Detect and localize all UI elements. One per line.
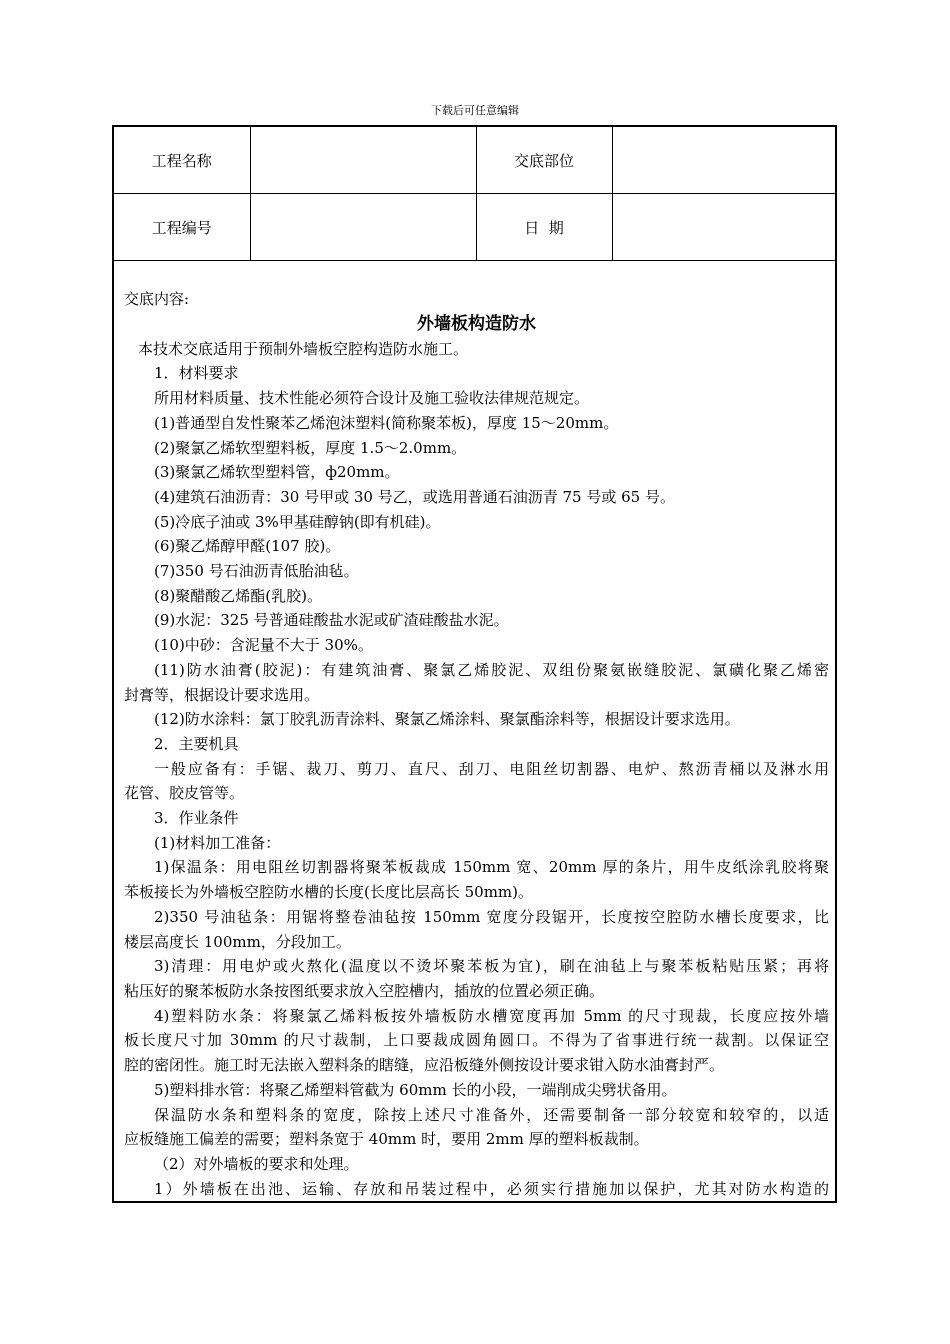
date-label: 日 期 — [476, 194, 612, 261]
material-item: (5)冷底子油或 3%甲基硅醇钠(即有机硅)。 — [154, 512, 441, 531]
paragraph: 1）外墙板在出池、运输、存放和吊装过程中，必须实行措施加以保护，尤其对防水构造的 — [154, 1179, 829, 1198]
section-heading: 2．主要机具 — [154, 734, 239, 753]
paragraph-cont: 楼层高度长 100mm，分段加工。 — [124, 932, 351, 951]
material-item: (11)防水油膏(胶泥)：有建筑油膏、聚氯乙烯胶泥、双组份聚氨嵌缝胶泥、氯磺化聚乙烯密 — [154, 660, 829, 679]
material-item: (1)普通型自发性聚苯乙烯泡沫塑料(简称聚苯板)，厚度 15～20mm。 — [154, 413, 619, 432]
material-item: (10)中砂：含泥量不大于 30%。 — [154, 636, 373, 655]
paragraph-cont: 苯板接长为外墙板空腔防水槽的长度(长度比层高长 50mm)。 — [124, 883, 534, 902]
handover-part-value — [612, 127, 835, 194]
section-heading: 1．材料要求 — [154, 364, 239, 383]
paragraph: 1)保温条：用电阻丝切割器将聚苯板裁成 150mm 宽、20mm 厚的条片，用牛皮纸涂乳胶将聚 — [154, 858, 829, 877]
paragraph-cont: 应板缝施工偏差的需要；塑料条宽于 40mm 时，要用 2mm 厚的塑料板裁制。 — [124, 1130, 649, 1149]
material-item: (9)水泥：325 号普通硅酸盐水泥或矿渣硅酸盐水泥。 — [154, 611, 509, 630]
info-row — [114, 127, 835, 194]
material-item: (4)建筑石油沥青：30 号甲或 30 号乙，或选用普通石油沥青 75 号或 65 号。 — [154, 487, 675, 506]
paragraph-cont: 粘压好的聚苯板防水条按图纸要求放入空腔槽内，插放的位置必须正确。 — [124, 981, 605, 1000]
intro-label: 交底内容: — [124, 290, 190, 308]
paragraph-cont: 板长度尺寸加 30mm 的尺寸裁制，上口要裁成圆角圆口。不得为了省事进行统一裁割。以保证空 — [124, 1031, 829, 1050]
subsection-heading: (1)材料加工准备： — [154, 833, 281, 852]
document-title: 外墙板构造防水 — [417, 313, 536, 334]
material-item: (2)聚氯乙烯软型塑料板，厚度 1.5～2.0mm。 — [154, 438, 467, 457]
section-heading: 3．作业条件 — [154, 809, 239, 828]
material-item: (8)聚醋酸乙烯酯(乳胶)。 — [154, 586, 322, 605]
project-no-value — [250, 194, 476, 261]
date-value — [612, 194, 835, 261]
scope-text: 本技术交底适用于预制外墙板空腔构造防水施工。 — [138, 339, 469, 358]
header-note: 下载后可任意编辑 — [431, 104, 519, 117]
handover-form — [112, 125, 837, 1203]
handover-part-label: 交底部位 — [476, 127, 612, 194]
paragraph: 所用材料质量、技术性能必须符合设计及施工验收法律规范规定。 — [154, 389, 590, 408]
paragraph: 保温防水条和塑料条的宽度，除按上述尺寸准备外，还需要制备一部分较宽和较窄的，以适 — [154, 1105, 829, 1124]
info-row — [114, 194, 835, 261]
material-item: (12)防水涂料：氯丁胶乳沥青涂料、聚氯乙烯涂料、聚氯酯涂料等，根据设计要求选用。 — [154, 710, 740, 729]
paragraph-cont: 花管、胶皮管等。 — [124, 784, 245, 803]
project-info-table — [114, 127, 835, 261]
paragraph: 2)350 号油毡条：用锯将整卷油毡按 150mm 宽度分段锯开，长度按空腔防水槽长度要求，比 — [154, 907, 829, 926]
material-item: (3)聚氯乙烯软型塑料管，ф20mm。 — [154, 463, 400, 482]
paragraph: 5)塑料排水管：将聚乙烯塑料管截为 60mm 长的小段，一端削成尖劈状备用。 — [154, 1080, 677, 1099]
subsection-heading: （2）对外墙板的要求和处理。 — [154, 1154, 359, 1173]
material-item: (6)聚乙烯醇甲醛(107 胶)。 — [154, 537, 341, 556]
material-item-cont: 封膏等，根据设计要求选用。 — [124, 685, 320, 704]
handover-content — [124, 287, 829, 1201]
paragraph: 3)清理：用电炉或火熬化(温度以不烫坏聚苯板为宜)，刷在油毡上与聚苯板粘贴压紧；再将 — [154, 957, 829, 976]
project-no-label: 工程编号 — [114, 194, 250, 261]
paragraph: 4)塑料防水条：将聚氯乙烯料板按外墙板防水槽宽度再加 5mm 的尺寸现裁，长度应按外墙 — [154, 1006, 829, 1025]
paragraph: 一般应备有：手锯、裁刀、剪刀、直尺、刮刀、电阻丝切割器、电炉、熬沥青桶以及淋水用 — [154, 759, 829, 778]
project-name-value — [250, 127, 476, 194]
paragraph-cont: 腔的密闭性。施工时无法嵌入塑料条的瞎缝，应沿板缝外侧按设计要求钳入防水油膏封严。 — [124, 1056, 725, 1075]
project-name-label: 工程名称 — [114, 127, 250, 194]
material-item: (7)350 号石油沥青低胎油毡。 — [154, 562, 359, 581]
